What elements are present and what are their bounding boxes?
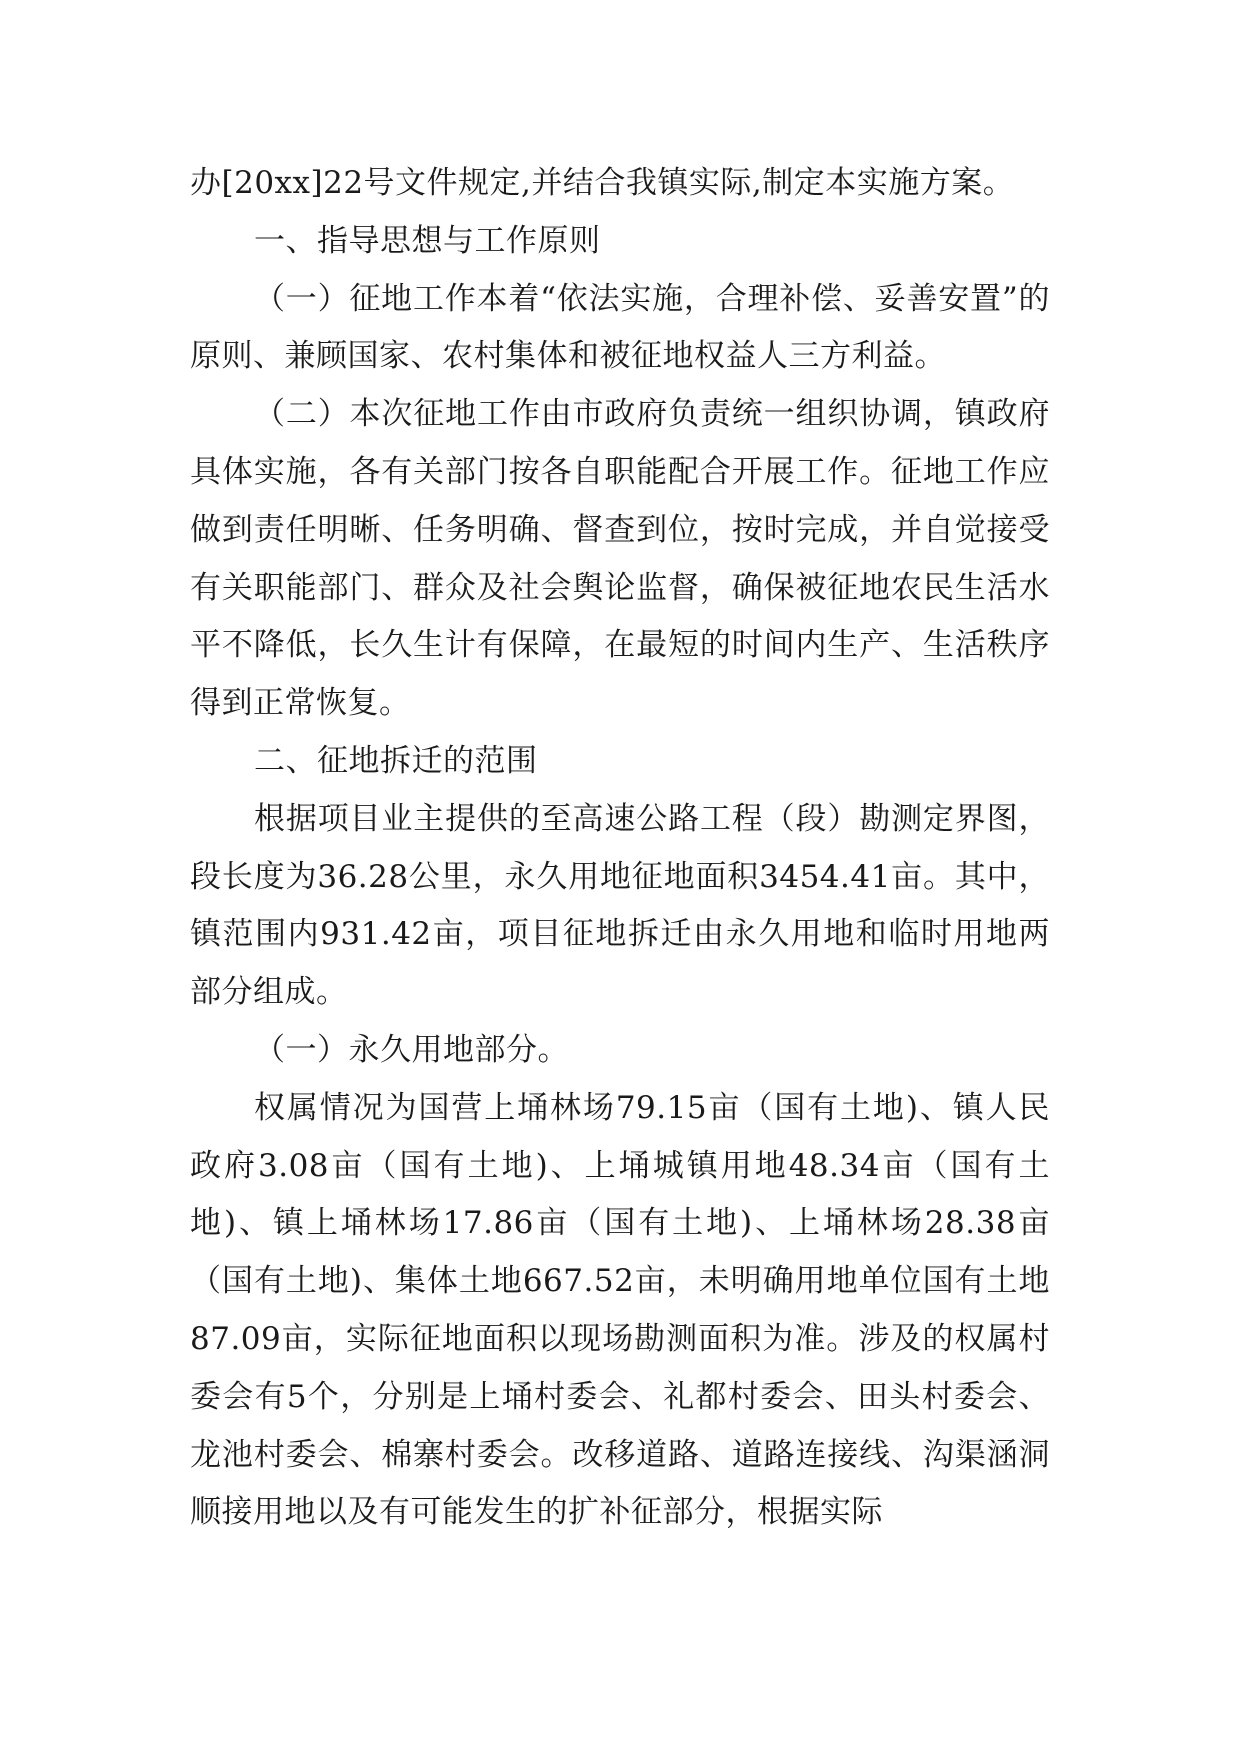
heading-scope: 二、征地拆迁的范围 [254, 742, 538, 779]
paragraph-scope-description: 根据项目业主提供的至高速公路工程（段）勘测定界图，段长度为36.28公里，永久用地征地面积3454.41亩。其中，镇范围内931.42亩，项目征地拆迁由永久用地和临时用地两部分组成。 [190, 800, 1050, 1011]
document-body [190, 155, 1050, 1542]
paragraph-principle-two: （二）本次征地工作由市政府负责统一组织协调，镇政府具体实施，各有关部门按各自职能配合开展工作。征地工作应做到责任明晰、任务明确、督查到位，按时完成，并自觉接受有关职能部门、群众及社会舆论监督，确保被征地农民生活水平不降低，长久生计有保障，在最短的时间内生产、生活秩序得到正常恢复。 [190, 396, 1050, 722]
heading-guiding-principles: 一、指导思想与工作原则 [254, 222, 601, 259]
paragraph-intro-continuation: 办[20xx]22号文件规定,并结合我镇实际,制定本实施方案。 [190, 165, 1015, 201]
heading-permanent-land: （一）永久用地部分。 [254, 1031, 569, 1068]
paragraph-ownership-details: 权属情况为国营上埇林场79.15亩（国有土地)、镇人民政府3.08亩（国有土地)、上埇城镇用地48.34亩（国有土地)、镇上埇林场17.86亩（国有土地)、上埇林场28.38亩（国有土地)、集体土地667.52亩，未明确用地单位国有土地87.09亩，实际征地面积以现场勘测面积为准。涉及的权属村委会有5个，分别是上埇村委会、礼都村委会、田头村委会、龙池村委会、棉寨村委会。改移道路、道路连接线、沟渠涵洞顺接用地以及有可能发生的扩补征部分，根据实际 [190, 1089, 1050, 1531]
paragraph-principle-one: （一）征地工作本着“依法实施，合理补偿、妥善安置”的原则、兼顾国家、农村集体和被征地权益人三方利益。 [190, 280, 1050, 375]
